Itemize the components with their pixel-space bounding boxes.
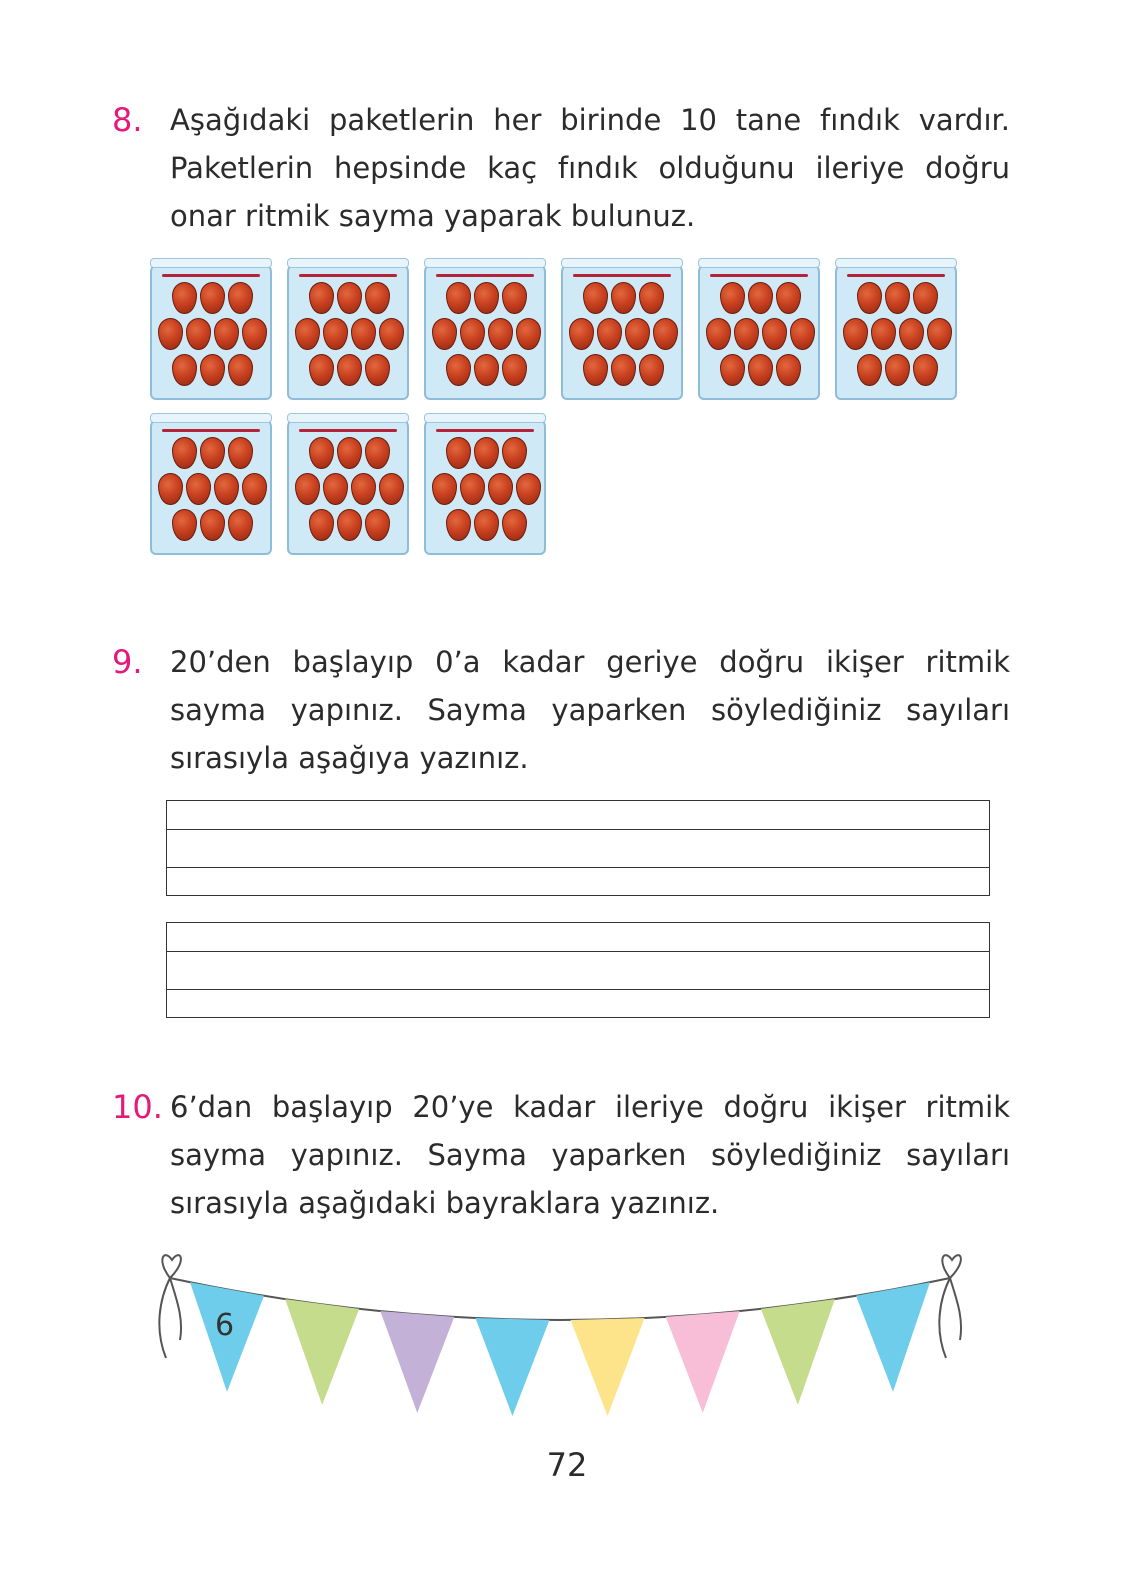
- hazelnut: [706, 318, 731, 350]
- hazelnut: [186, 318, 211, 350]
- hazelnut-packet: [424, 417, 546, 555]
- bunting-flag[interactable]: [666, 1311, 740, 1413]
- hazelnut: [748, 282, 773, 314]
- hazelnut: [228, 282, 253, 314]
- guide-line: [167, 829, 989, 830]
- hazelnut: [488, 473, 513, 505]
- hazelnut: [502, 354, 527, 386]
- hazelnut: [228, 509, 253, 541]
- hazelnut: [653, 318, 678, 350]
- question-text: 20’den başlayıp 0’a kadar geriye doğru ikişer ritmik sayma yapınız. Sayma yaparken söylediğiniz sayıları sırasıyla aşağıya yazınız.: [170, 645, 1010, 775]
- hazelnut: [611, 282, 636, 314]
- hazelnut: [516, 318, 541, 350]
- packet-seal: [561, 258, 683, 268]
- bunting-flag[interactable]: [380, 1311, 454, 1413]
- hazelnut: [474, 437, 499, 469]
- packet-seal: [698, 258, 820, 268]
- packet-tie: [436, 429, 534, 432]
- hazelnut: [502, 509, 527, 541]
- hazelnut: [776, 354, 801, 386]
- hazelnut-packet: [424, 262, 546, 400]
- hazelnut: [502, 282, 527, 314]
- packet-seal: [150, 413, 272, 423]
- bunting-string: [170, 1278, 950, 1320]
- hazelnut: [200, 282, 225, 314]
- hazelnut: [857, 282, 882, 314]
- packet-seal: [424, 258, 546, 268]
- hazelnut: [379, 473, 404, 505]
- hazelnut: [351, 318, 376, 350]
- hazelnut: [158, 318, 183, 350]
- hazelnut: [502, 437, 527, 469]
- hazelnut-packet: [698, 262, 820, 400]
- bunting-flag[interactable]: [856, 1282, 930, 1392]
- hazelnut: [337, 282, 362, 314]
- hazelnut: [446, 282, 471, 314]
- hazelnut: [899, 318, 924, 350]
- hazelnut: [200, 354, 225, 386]
- packet-tie: [299, 274, 397, 277]
- hazelnut: [365, 354, 390, 386]
- hazelnut: [172, 437, 197, 469]
- hazelnut: [790, 318, 815, 350]
- hazelnut: [460, 318, 485, 350]
- hazelnut: [474, 282, 499, 314]
- hazelnut: [857, 354, 882, 386]
- hazelnut: [309, 282, 334, 314]
- flag-shape: [380, 1311, 454, 1413]
- packet-tie: [573, 274, 671, 277]
- writing-lines-2[interactable]: [166, 922, 990, 1018]
- flag-shape: [475, 1318, 549, 1416]
- hazelnut: [597, 318, 622, 350]
- hazelnut: [885, 282, 910, 314]
- hazelnut: [639, 354, 664, 386]
- hazelnut: [734, 318, 759, 350]
- bunting-flag[interactable]: [571, 1318, 645, 1416]
- question-number: 9.: [112, 643, 143, 681]
- hazelnut: [323, 473, 348, 505]
- hazelnut: [365, 509, 390, 541]
- hazelnut: [583, 354, 608, 386]
- packet-seal: [150, 258, 272, 268]
- hazelnut: [762, 318, 787, 350]
- hazelnut: [242, 473, 267, 505]
- hazelnut: [776, 282, 801, 314]
- bunting-flag[interactable]: [190, 1282, 264, 1392]
- hazelnut-packet: [287, 417, 409, 555]
- hazelnut: [625, 318, 650, 350]
- hazelnut: [337, 437, 362, 469]
- hazelnut: [337, 509, 362, 541]
- hazelnut: [214, 473, 239, 505]
- hazelnut: [611, 354, 636, 386]
- hazelnut-packet: [150, 417, 272, 555]
- hazelnut: [460, 473, 485, 505]
- hazelnut: [569, 318, 594, 350]
- flag-shape: [666, 1311, 740, 1413]
- hazelnut: [474, 354, 499, 386]
- flag-label: 6: [215, 1308, 235, 1344]
- guide-line: [167, 989, 989, 990]
- bunting-flag[interactable]: [475, 1318, 549, 1416]
- hazelnut: [432, 318, 457, 350]
- hazelnut: [295, 473, 320, 505]
- packet-seal: [835, 258, 957, 268]
- hazelnut: [446, 509, 471, 541]
- hazelnut: [309, 354, 334, 386]
- hazelnut: [295, 318, 320, 350]
- hazelnut: [720, 282, 745, 314]
- hazelnut: [871, 318, 896, 350]
- hazelnut: [309, 437, 334, 469]
- flag-shape: [571, 1318, 645, 1416]
- hazelnut: [446, 437, 471, 469]
- hazelnut: [158, 473, 183, 505]
- question-text: Aşağıdaki paketlerin her birinde 10 tane fındık vardır. Paketlerin hepsinde kaç fındık olduğunu ileriye doğru onar ritmik sayma yaparak bulunuz.: [170, 103, 1010, 233]
- question-text: 6’dan başlayıp 20’ye kadar ileriye doğru ikişer ritmik sayma yapınız. Sayma yaparken söylediğiniz sayıları sırasıyla aşağıdaki bayraklara yazınız.: [170, 1090, 1010, 1220]
- hazelnut: [200, 437, 225, 469]
- writing-lines-1[interactable]: [166, 800, 990, 896]
- hazelnut: [242, 318, 267, 350]
- hazelnut: [214, 318, 239, 350]
- hazelnut: [720, 354, 745, 386]
- hazelnut: [228, 354, 253, 386]
- hazelnut: [516, 473, 541, 505]
- hazelnut-packet: [835, 262, 957, 400]
- page-number: 72: [546, 1446, 588, 1484]
- hazelnut-packets: [150, 262, 980, 562]
- hazelnut: [913, 354, 938, 386]
- packet-tie: [847, 274, 945, 277]
- guide-line: [167, 867, 989, 868]
- hazelnut: [309, 509, 334, 541]
- hazelnut: [323, 318, 348, 350]
- hazelnut: [474, 509, 499, 541]
- hazelnut: [365, 282, 390, 314]
- hazelnut: [337, 354, 362, 386]
- packet-seal: [424, 413, 546, 423]
- hazelnut: [351, 473, 376, 505]
- hazelnut: [843, 318, 868, 350]
- hazelnut: [885, 354, 910, 386]
- hazelnut-packet: [287, 262, 409, 400]
- hazelnut: [913, 282, 938, 314]
- guide-line: [167, 951, 989, 952]
- flag-shape: [856, 1282, 930, 1392]
- hazelnut: [488, 318, 513, 350]
- hazelnut: [365, 437, 390, 469]
- hazelnut: [172, 282, 197, 314]
- bunting-flag[interactable]: [285, 1299, 359, 1405]
- packet-tie: [162, 429, 260, 432]
- packet-tie: [436, 274, 534, 277]
- hazelnut: [186, 473, 211, 505]
- flag-shape: [285, 1299, 359, 1405]
- packet-tie: [299, 429, 397, 432]
- bunting-flag[interactable]: [761, 1299, 835, 1405]
- hazelnut-packet: [561, 262, 683, 400]
- hazelnut: [228, 437, 253, 469]
- bow-ribbon: [159, 1255, 181, 1358]
- hazelnut-packet: [150, 262, 272, 400]
- question-number: 10.: [112, 1088, 163, 1126]
- hazelnut: [748, 354, 773, 386]
- packet-seal: [287, 258, 409, 268]
- bow-ribbon: [939, 1255, 961, 1358]
- packet-tie: [162, 274, 260, 277]
- hazelnut: [927, 318, 952, 350]
- hazelnut: [172, 509, 197, 541]
- packet-seal: [287, 413, 409, 423]
- hazelnut: [639, 282, 664, 314]
- hazelnut: [446, 354, 471, 386]
- hazelnut: [172, 354, 197, 386]
- hazelnut: [200, 509, 225, 541]
- flag-bunting: [140, 1238, 980, 1438]
- packet-tie: [710, 274, 808, 277]
- hazelnut: [379, 318, 404, 350]
- flag-shape: [761, 1299, 835, 1405]
- hazelnut: [432, 473, 457, 505]
- question-number: 8.: [112, 101, 143, 139]
- hazelnut: [583, 282, 608, 314]
